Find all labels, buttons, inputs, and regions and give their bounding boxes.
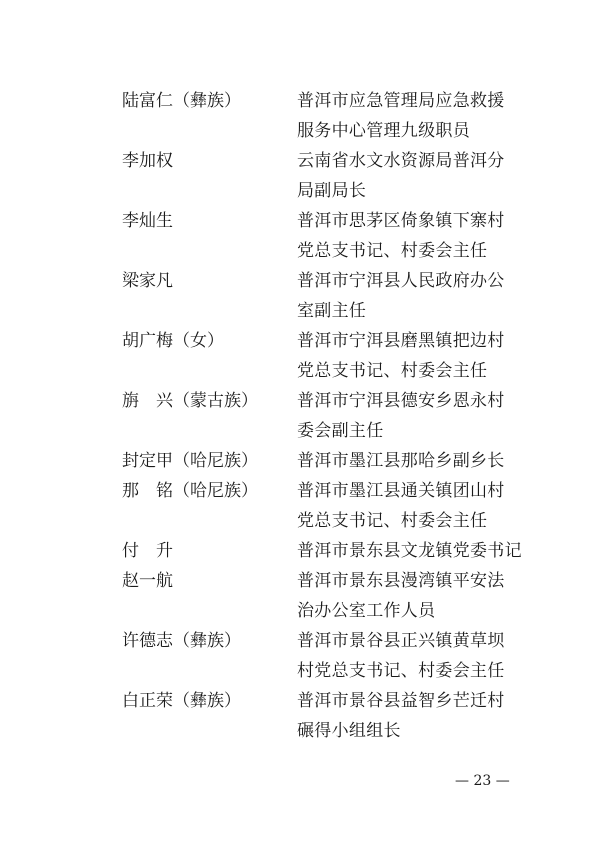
person-position (297, 566, 537, 626)
list-item (0, 446, 600, 476)
person-position (297, 326, 537, 386)
position-line: 村党总支书记、村委会主任 (297, 661, 505, 681)
position-line: 普洱市思茅区倚象镇下寨村 (297, 211, 505, 231)
position-line: 普洱市景东县漫湾镇平安法 (297, 571, 505, 591)
person-name: 李灿生 (122, 211, 173, 231)
position-line: 党总支书记、村委会主任 (297, 511, 488, 531)
person-position (297, 146, 537, 206)
position-line: 党总支书记、村委会主任 (297, 241, 488, 261)
position-line: 普洱市宁洱县磨黑镇把边村 (297, 331, 505, 351)
position-line: 党总支书记、村委会主任 (297, 361, 488, 381)
list-item (0, 386, 600, 446)
page-number: — 23 — (455, 773, 510, 789)
person-name: 那 铭（哈尼族） (122, 481, 258, 501)
list-item (0, 326, 600, 386)
list-item (0, 86, 600, 146)
person-position (297, 446, 537, 476)
person-name: 胡广梅（女） (122, 331, 224, 351)
person-position (297, 386, 537, 446)
person-name: 付 升 (122, 541, 173, 561)
position-line: 普洱市景谷县益智乡芒迁村 (297, 691, 505, 711)
person-position (297, 206, 537, 266)
position-line: 服务中心管理九级职员 (297, 121, 470, 141)
position-line: 委会副主任 (297, 421, 384, 441)
honoree-list (0, 86, 600, 746)
list-item (0, 626, 600, 686)
position-line: 普洱市景东县文龙镇党委书记 (297, 541, 522, 561)
position-line: 普洱市墨江县通关镇团山村 (297, 481, 505, 501)
position-line: 普洱市墨江县那哈乡副乡长 (297, 451, 505, 471)
person-position (297, 86, 537, 146)
person-name: 赵一航 (122, 571, 173, 591)
person-name: 陆富仁（彝族） (122, 91, 241, 111)
list-item (0, 566, 600, 626)
list-item (0, 536, 600, 566)
position-line: 普洱市应急管理局应急救援 (297, 91, 505, 111)
position-line: 碾得小组组长 (297, 721, 401, 741)
position-line: 普洱市宁洱县德安乡恩永村 (297, 391, 505, 411)
list-item (0, 146, 600, 206)
position-line: 普洱市宁洱县人民政府办公 (297, 271, 505, 291)
person-position (297, 476, 537, 536)
person-position (297, 536, 537, 566)
person-name: 李加权 (122, 151, 173, 171)
position-line: 普洱市景谷县正兴镇黄草坝 (297, 631, 505, 651)
person-name: 白正荣（彝族） (122, 691, 241, 711)
position-line: 云南省水文水资源局普洱分 (297, 151, 505, 171)
person-position (297, 686, 537, 746)
person-name: 封定甲（哈尼族） (122, 451, 258, 471)
list-item (0, 206, 600, 266)
list-item (0, 476, 600, 536)
position-line: 局副局长 (297, 181, 367, 201)
person-name: 许德志（彝族） (122, 631, 241, 651)
position-line: 室副主任 (297, 301, 367, 321)
list-item (0, 686, 600, 746)
person-position (297, 626, 537, 686)
person-name: 旃 兴（蒙古族） (122, 391, 258, 411)
person-name: 梁家凡 (122, 271, 173, 291)
list-item (0, 266, 600, 326)
position-line: 治办公室工作人员 (297, 601, 436, 621)
person-position (297, 266, 537, 326)
